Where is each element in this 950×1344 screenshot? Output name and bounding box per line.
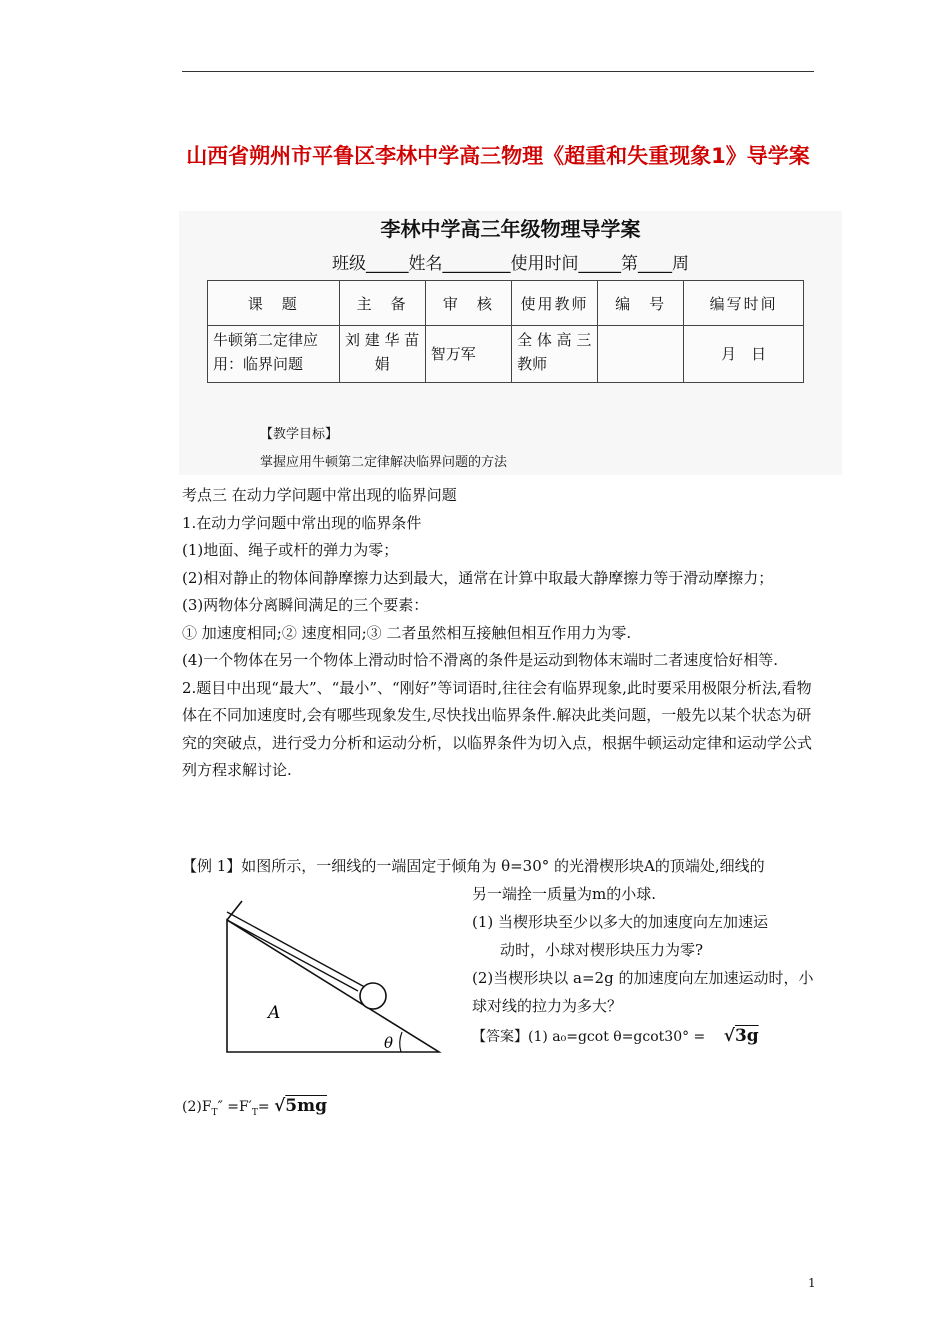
example-line: 另一端拴一质量为m的小球. (472, 885, 656, 903)
paragraph: 2.题目中出现“最大”、“最小”、“刚好”等词语时,往往会有临界现象,此时要采用极限分析法,看物体在不同加速度时,会有哪些现象发生,尽快找出临界条件.解决此类问题，一般先以某个状态为研究的突破点，进行受力分析和运动分析，以临界条件为切入点，根据牛顿运动定律和运动学公式列方程求解讨论. (182, 678, 813, 779)
paragraph: (1)地面、绳子或杆的弹力为零； (182, 541, 399, 559)
page-number: 1 (808, 1276, 816, 1290)
data-cell (598, 326, 684, 383)
data-cell: 刘 建 华 苗娟 (339, 326, 425, 383)
incline-figure (220, 896, 445, 1056)
question-1-cont: 动时，小球对楔形块压力为零? (500, 941, 704, 959)
scanned-header-image (179, 211, 842, 475)
example-line: 【例 1】如图所示，一细线的一端固定于倾角为 θ=30° 的光滑楔形块A的顶端处,细线的 (182, 857, 765, 875)
example-questions (472, 908, 814, 1020)
answer-1-root: √3g (723, 1026, 759, 1046)
data-cell: 月 日 (684, 326, 804, 383)
header-cell: 使用教师 (512, 281, 598, 326)
header-cell: 审 核 (425, 281, 511, 326)
info-table (207, 280, 804, 383)
paragraph: ① 加速度相同;② 速度相同;③ 二者虽然相互接触但相互作用力为零. (182, 623, 632, 642)
page-title: 山西省朔州市平鲁区李林中学高三物理《超重和失重现象1》导学案 (186, 144, 810, 168)
string-line (227, 912, 372, 991)
goal-heading: 【教学目标】 (260, 427, 339, 442)
paragraph: (4)一个物体在另一个物体上滑动时恰不滑离的条件是运动到物体末端时二者速度恰好相等. (182, 651, 779, 669)
answer-2-root: √5mg (274, 1096, 327, 1116)
header-rule (182, 71, 814, 72)
question-1: (1) 当楔形块至少以多大的加速度向左加速运 (472, 913, 769, 931)
paragraph: 1.在动力学问题中常出现的临界条件 (182, 513, 422, 532)
answer-1-text: 【答案】(1) a₀=gcot θ=gcot30° = (472, 1029, 706, 1045)
question-2: (2)当楔形块以 a=2g 的加速度向左加速运动时，小球对线的拉力为多大？ (472, 969, 814, 1015)
answer-1 (472, 1026, 759, 1046)
angle-label: θ (384, 1034, 394, 1052)
header-cell: 编写时间 (684, 281, 804, 326)
angle-arc (400, 1032, 402, 1052)
answer-2: $(2)F_T'' =F'_T= √5mg$ (182, 1096, 327, 1118)
paragraph: (2)相对静止的物体间静摩擦力达到最大，通常在计算中取最大静摩擦力等于滑动摩擦力； (182, 568, 774, 587)
wedge-block (227, 920, 439, 1052)
ball (360, 983, 386, 1009)
header-cell: 主 备 (339, 281, 425, 326)
info-data-row (208, 326, 804, 383)
data-cell: 智万军 (425, 326, 511, 383)
data-cell: 牛顿第二定律应用：临界问题 (208, 326, 340, 383)
body-text (182, 482, 814, 785)
goal-text: 掌握应用牛顿第二定律解决临界问题的方法 (260, 455, 508, 470)
header-cell: 编 号 (598, 281, 684, 326)
string-line (227, 920, 358, 991)
paragraph: 考点三 在动力学问题中常出现的临界问题 (182, 486, 457, 504)
scan-subline: 班级_____姓名________使用时间_____第____周 (332, 254, 689, 274)
header-cell: 课 题 (208, 281, 340, 326)
rope-stub (227, 901, 242, 920)
data-cell: 全 体 高 三教师 (512, 326, 598, 383)
paragraph: (3)两物体分离瞬间满足的三个要素： (182, 596, 429, 614)
scan-heading: 李林中学高三年级物理导学案 (380, 217, 641, 241)
block-label: A (268, 1003, 281, 1023)
info-header-row (208, 281, 804, 326)
